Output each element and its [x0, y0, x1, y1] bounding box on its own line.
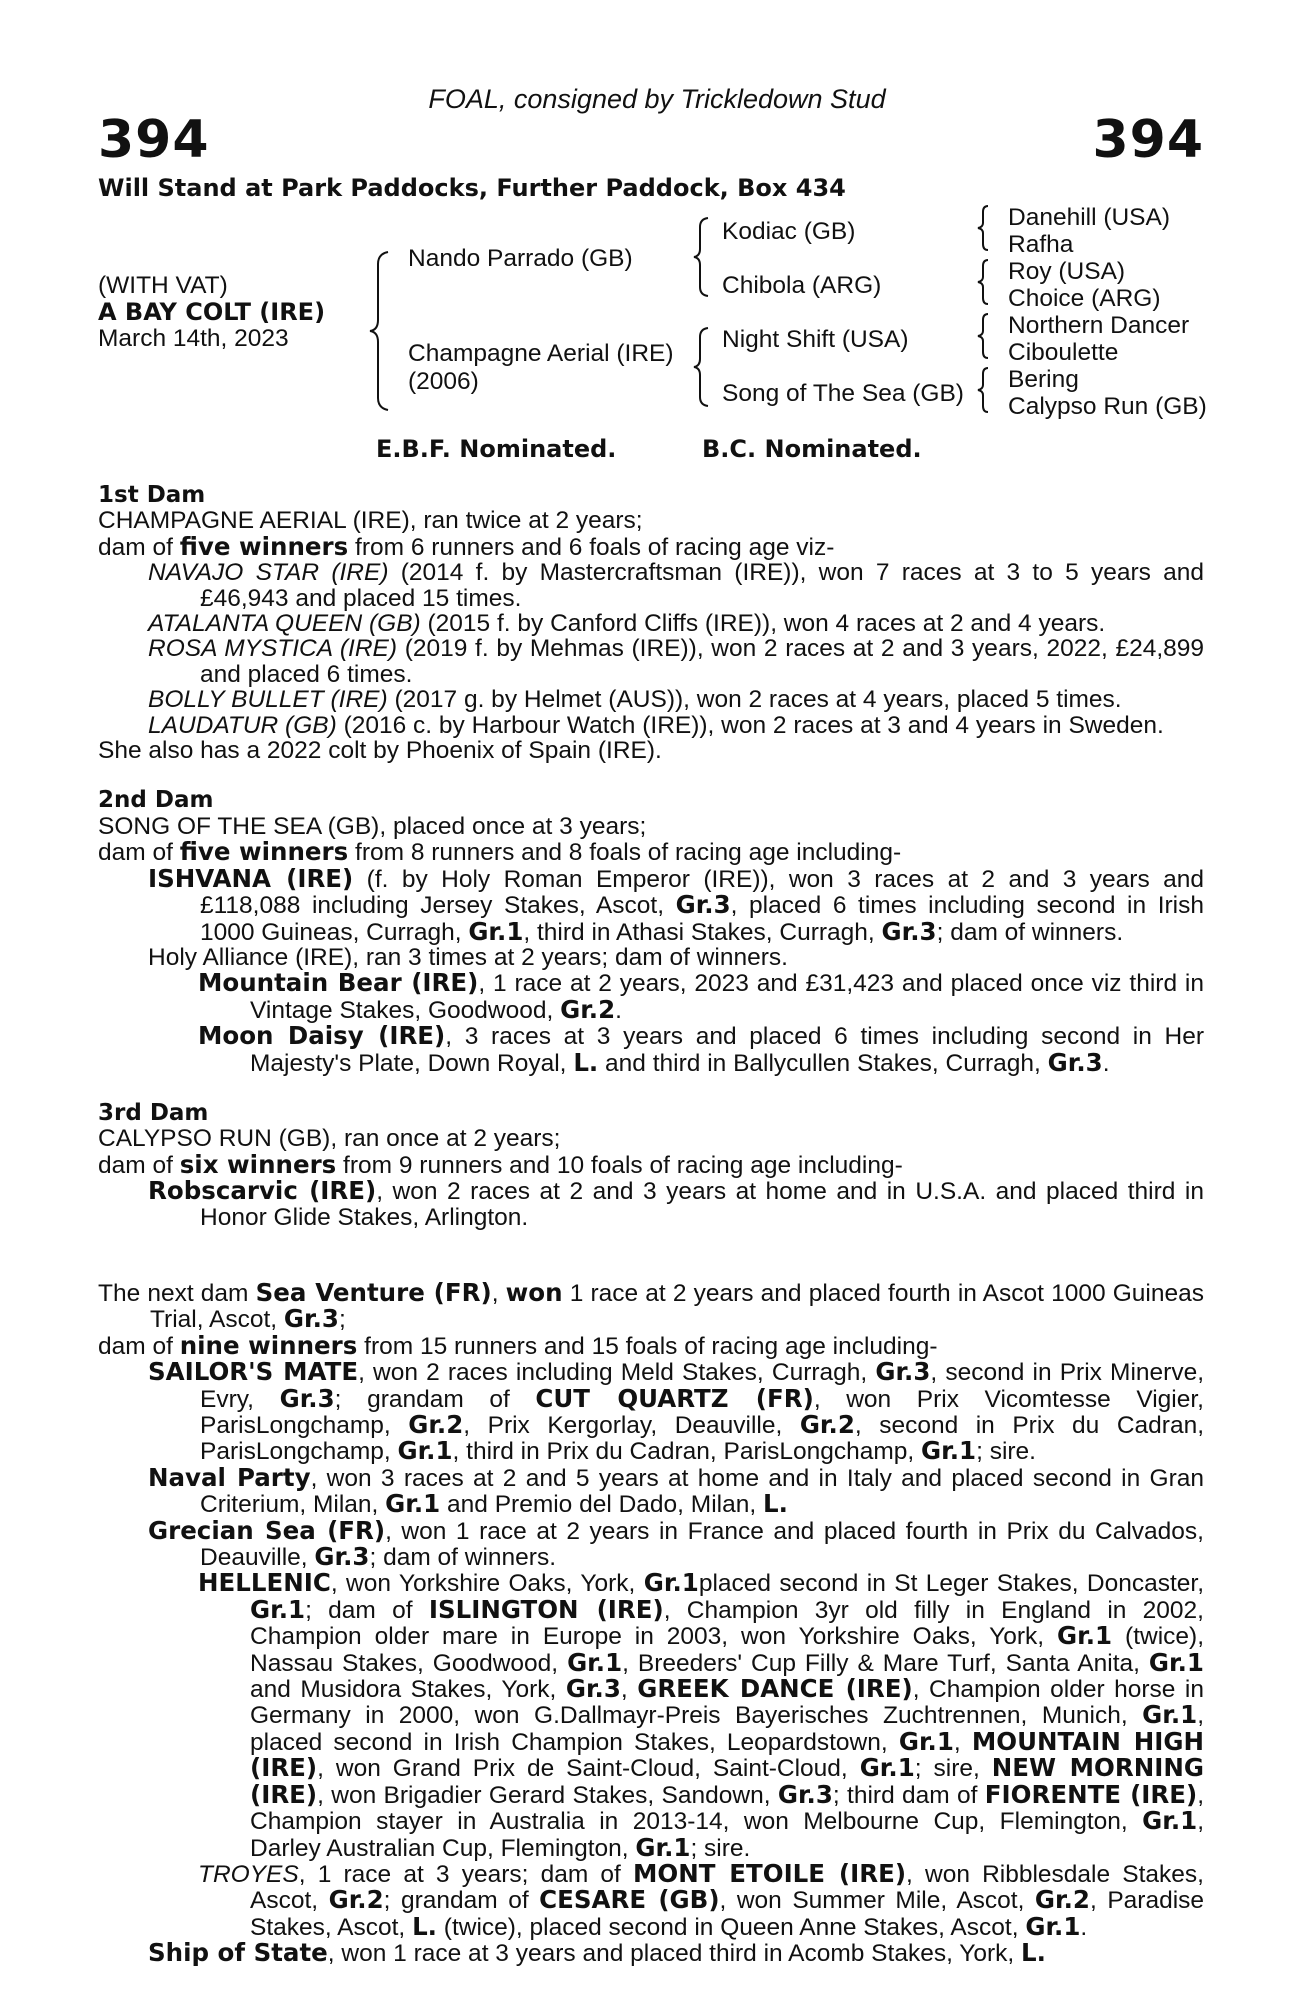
ggs-2: Roy (USA) [1008, 258, 1126, 285]
offspring-entry: Naval Party, won 3 races at 2 and 5 years at home and in Italy and placed second in Gran Criterium, Milan, Gr.1 and Premio del Dado, Milan, L. [148, 1462, 1204, 1519]
dam-note: She also has a 2022 colt by Phoenix of Spain (IRE). [98, 737, 662, 765]
dam-year: (2006) [408, 368, 479, 395]
section-heading: 3rd Dam [98, 1099, 209, 1126]
next-dam-summary: The next dam Sea Venture (FR), won 1 race at 2 years and placed fourth in Ascot 1000 Guineas Trial, Ascot, Gr.3; [98, 1277, 1204, 1334]
ggs-1: Danehill (USA) [1008, 204, 1171, 231]
pedigree-brace-main [368, 250, 390, 412]
produce-record: dam of nine winners from 15 runners and 15 foals of racing age including- [98, 1330, 938, 1360]
first-dam-section [98, 483, 1204, 763]
stand-location: Will Stand at Park Paddocks, Further Paddock, Box 434 [98, 174, 846, 202]
consignment-line: FOAL, consigned by Trickledown Stud [428, 84, 886, 114]
ggd-4: Calypso Run (GB) [1008, 393, 1207, 420]
grand-offspring-entry: Moon Daisy (IRE), 3 races at 3 years and placed 6 times including second in Her Majesty's Plate, Down Royal, L. and third in Ballycullen Stakes, Curragh, Gr.3. [198, 1021, 1204, 1077]
third-dam-section [98, 1101, 1204, 1230]
pedigree-brace-sd [976, 258, 990, 306]
dam-summary: SONG OF THE SEA (GB), placed once at 3 years; [98, 812, 647, 840]
dam-sire: Night Shift (USA) [722, 326, 909, 353]
offspring-entry: Grecian Sea (FR), won 1 race at 2 years in France and placed fourth in Prix du Calvados, Deauville, Gr.3; dam of winners. [148, 1515, 1204, 1572]
ggd-1: Rafha [1008, 231, 1074, 258]
offspring-entry: LAUDATUR (GB) (2016 c. by Harbour Watch (IRE)), won 2 races at 3 and 4 years in Sweden. [148, 711, 1164, 739]
sire-name: Nando Parrado (GB) [408, 245, 633, 272]
lot-number-right: 394 [1092, 110, 1204, 170]
offspring-entry: ATALANTA QUEEN (GB) (2015 f. by Canford Cliffs (IRE)), won 4 races at 2 and 4 years. [148, 610, 1106, 638]
ggd-3: Ciboulette [1008, 339, 1119, 366]
pedigree-brace-sire [692, 216, 710, 298]
pedigree-brace-ds [976, 312, 990, 360]
pedigree-brace-ss [976, 204, 990, 252]
ggs-3: Northern Dancer [1008, 312, 1190, 339]
bc-nomination: B.C. Nominated. [702, 435, 922, 463]
second-dam-section [98, 788, 1204, 1075]
offspring-entry: ROSA MYSTICA (IRE) (2019 f. by Mehmas (IRE)), won 2 races at 2 and 3 years, 2022, £24,899 and placed 6 times. [148, 635, 1204, 688]
offspring-entry: BOLLY BULLET (IRE) (2017 g. by Helmet (AUS)), won 2 races at 4 years, placed 5 times. [148, 686, 1122, 714]
foaling-date: March 14th, 2023 [98, 325, 289, 352]
section-heading: 1st Dam [98, 482, 206, 508]
lot-number-left: 394 [98, 110, 210, 170]
lot-title: A BAY COLT (IRE) [98, 298, 326, 326]
next-dam-section [98, 1277, 1205, 1968]
offspring-entry: ISHVANA (IRE) (f. by Holy Roman Emperor (IRE)), won 3 races at 2 and 3 years and £118,088 including Jersey Stakes, Ascot, Gr.3, placed 6 times including second in Irish 1000 Guineas, Curragh, Gr.1, third in Athasi Stakes, Curragh, Gr.3; dam of winners. [148, 863, 1205, 946]
dam-summary: CHAMPAGNE AERIAL (IRE), ran twice at 2 years; [98, 507, 643, 535]
ebf-nomination: E.B.F. Nominated. [376, 435, 617, 463]
grand-offspring-entry: TROYES, 1 race at 3 years; dam of MONT ETOILE (IRE), won Ribblesdale Stakes, Ascot, Gr.2; grandam of CESARE (GB), won Summer Mile, Ascot, Gr.2, Paradise Stakes, Ascot, L. (twice), placed second in Queen Anne Stakes, Ascot, Gr.1. [198, 1858, 1205, 1941]
produce-record: dam of five winners from 6 runners and 6 foals of racing age viz- [98, 531, 835, 561]
offspring-entry: NAVAJO STAR (IRE) (2014 f. by Mastercraftsman (IRE)), won 7 races at 3 to 5 years and £46,943 and placed 15 times. [148, 559, 1205, 612]
pedigree-brace-dam [692, 326, 710, 408]
sire-sire: Kodiac (GB) [722, 218, 856, 245]
catalogue-body [98, 483, 1204, 1967]
grand-offspring-entry: Mountain Bear (IRE), 1 race at 2 years, 2023 and £31,423 and placed once viz third in Vintage Stakes, Goodwood, Gr.2. [198, 968, 1204, 1024]
dam-dam: Song of The Sea (GB) [722, 380, 964, 407]
pedigree-brace-dd [976, 366, 990, 414]
offspring-entry: Ship of State, won 1 race at 3 years and placed third in Acomb Stakes, York, L. [148, 1938, 1046, 1968]
vat-note: (WITH VAT) [98, 272, 228, 299]
offspring-entry: Holy Alliance (IRE), ran 3 times at 2 years; dam of winners. [148, 943, 788, 971]
dam-name: Champagne Aerial (IRE) [408, 340, 674, 367]
grand-offspring-entry: HELLENIC, won Yorkshire Oaks, York, Gr.1placed second in St Leger Stakes, Doncaster, Gr.1; dam of ISLINGTON (IRE), Champion 3yr old filly in England in 2002, Champion older mare in Europe in 2003, won Yorkshire Oaks, York, Gr.1 (twice), Nassau Stakes, Goodwood, Gr.1, Breeders' Cup Filly & Mare Turf, Santa Anita, Gr.1 and Musidora Stakes, York, Gr.3, GREEK DANCE (IRE), Champion older horse in Germany in 2000, won G.Dallmayr-Preis Bayerisches Zuchtrennen, Munich, Gr.1, placed second in Irish Champion Stakes, Leopardstown, Gr.1, MOUNTAIN HIGH (IRE), won Grand Prix de Saint-Cloud, Saint-Cloud, Gr.1; sire, NEW MORNING (IRE), won Brigadier Gerard Stakes, Sandown, Gr.3; third dam of FIORENTE (IRE), Champion stayer in Australia in 2013-14, won Melbourne Cup, Flemington, Gr.1, Darley Australian Cup, Flemington, Gr.1; sire. [198, 1568, 1205, 1862]
section-heading: 2nd Dam [98, 787, 214, 814]
produce-record: dam of six winners from 9 runners and 10 foals of racing age including- [98, 1149, 903, 1179]
sire-dam: Chibola (ARG) [722, 272, 882, 299]
ggs-4: Bering [1008, 366, 1079, 393]
produce-record: dam of five winners from 8 runners and 8 foals of racing age including- [98, 837, 902, 867]
ggd-2: Choice (ARG) [1008, 285, 1161, 312]
offspring-entry: SAILOR'S MATE, won 2 races including Meld Stakes, Curragh, Gr.3, second in Prix Minerve, Evry, Gr.3; grandam of CUT QUARTZ (FR), won Prix Vicomtesse Vigier, ParisLongchamp, Gr.2, Prix Kergorlay, Deauville, Gr.2, second in Prix du Cadran, ParisLongchamp, Gr.1, third in Prix du Cadran, ParisLongchamp, Gr.1; sire. [148, 1357, 1204, 1466]
dam-summary: CALYPSO RUN (GB), ran once at 2 years; [98, 1125, 561, 1153]
offspring-entry: Robscarvic (IRE), won 2 races at 2 and 3 years at home and in U.S.A. and placed third in Honor Glide Stakes, Arlington. [148, 1176, 1204, 1231]
